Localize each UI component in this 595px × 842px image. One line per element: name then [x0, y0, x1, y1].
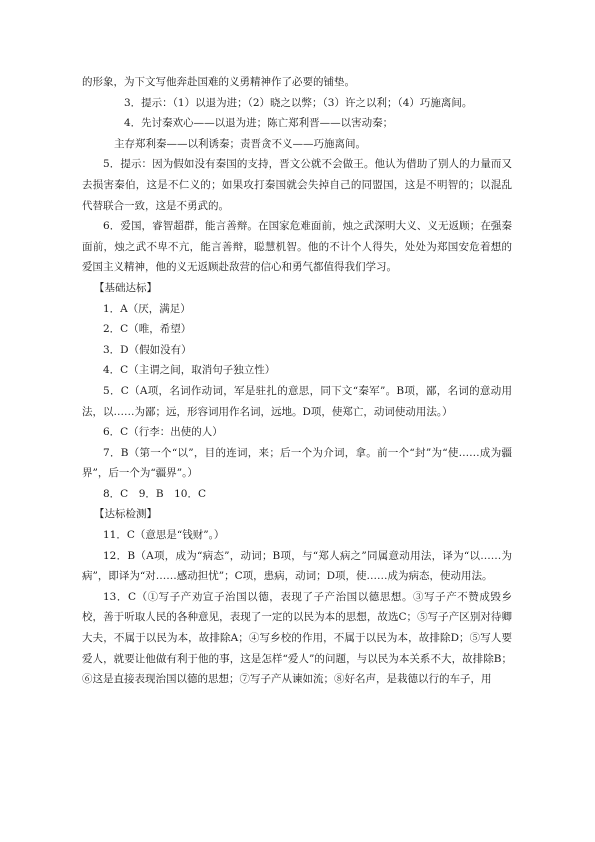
basic-answer-7: 7．B（第一个“以”，目的连词，来；后一个为介词，拿。前一个“封”为“使……成为疆界”，后一个为“疆界”。）: [82, 446, 512, 480]
answer-4: 4．先讨秦欢心——以退为进；陈亡郑利晋——以害动秦；: [124, 117, 394, 130]
section-heading-test: 【达标检测】: [94, 508, 157, 521]
answer-4-continued: 主存郑利秦——以利诱秦；责晋贪不义——巧施离间。: [114, 137, 366, 150]
section-heading-basic: 【基础达标】: [94, 281, 157, 294]
answer-3: 3．提示：（1）以退为进；（2）晓之以弊；（3）许之以利；（4）巧施离间。: [124, 96, 473, 109]
basic-answer-2: 2．C（唯，希望）: [103, 323, 192, 336]
basic-answer-1: 1．A（厌，满足）: [103, 302, 191, 315]
answer-5: 5．提示：因为假如没有秦国的支持，晋文公就不会做王。他认为借助了别人的力量而又去损害秦伯，这是不仁义的；如果攻打秦国就会失掉自己的同盟国，这是不明智的；以混乱代替联合一致，这是不勇武的。: [82, 158, 512, 212]
basic-answer-5: 5．C（A项，名词作动词，军是驻扎的意思，同下文“秦军”。B项，鄙，名词的意动用法，以……为鄙；远，形容词用作名词，远地。D项，使郑亡，动词使动用法。）: [82, 384, 512, 418]
basic-answer-4: 4．C（主谓之间，取消句子独立性）: [103, 364, 276, 377]
basic-answer-3: 3．D（假如没有）: [103, 343, 192, 356]
basic-answer-8-10: 8．C 9．B 10．C: [103, 487, 207, 500]
test-answer-11: 11．C（意思是“钱财”。）: [103, 529, 225, 542]
test-answer-12: 12．B（A项，成为“病态”，动词；B项，与“郑人病之”同属意动用法，译为“以……为病”，即译为“对……感动担忧”；C项，患病，动词；D项，使……成为病态，使动用法。: [82, 549, 512, 583]
answer-key-page: [82, 72, 512, 690]
basic-answer-6: 6．C（行李：出使的人）: [103, 426, 223, 439]
text-line: 的形象，为下文写他奔赴国难的义勇精神作了必要的铺垫。: [82, 76, 355, 88]
test-answer-13: 13．C（①写子产劝宣子治国以德，表现了子产治国以德思想。③写子产不赞成毁乡校，善于听取人民的各种意见，表现了一定的以民为本的思想，故选C；⑤写子产区别对待卿大夫，不属于以民为本，故排除A；④写乡校的作用，不属于以民为本，故排除D；⑤写人要爱人，就要让他做有利于他的事，这是怎样“爱人”的问题，与以民为本关系不大，故排除B；⑥这是直接表现治国以德的思想；⑦写子产从谏如流；⑧好名声，是栽德以行的车子，用: [82, 590, 512, 686]
answer-6: 6．爱国，睿智超群，能言善辩。在国家危难面前，烛之武深明大义、义无返顾；在强秦面前，烛之武不卑不亢，能言善辩，聪慧机智。他的不计个人得失，处处为郑国安危着想的爱国主义精神，他的义无返顾赴敌营的信心和勇气都值得我们学习。: [82, 220, 512, 274]
